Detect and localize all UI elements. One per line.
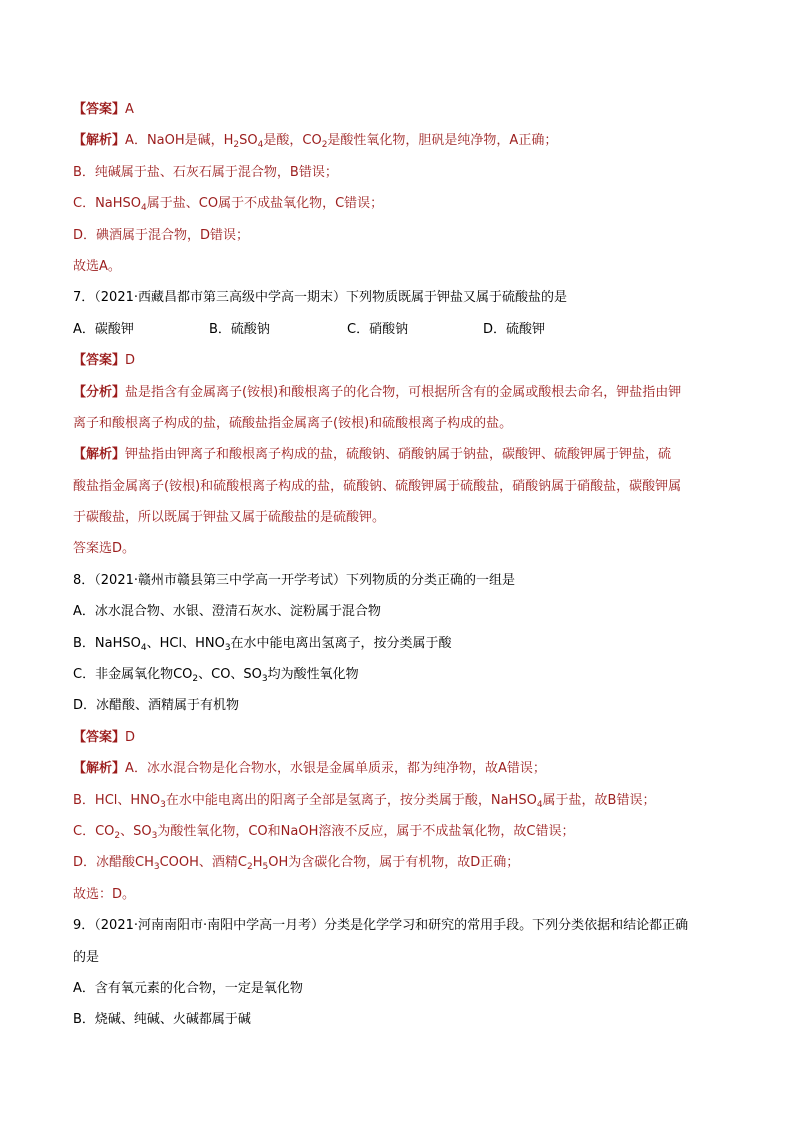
q7-explanation-1: 【解析】钾盐指由钾离子和酸根离子构成的盐，硫酸钠、硝酸钠属于钠盐，碳酸钾、硫酸钾属于钾盐，硫 bbox=[73, 447, 672, 463]
answer-tag: 【答案】 bbox=[73, 729, 126, 745]
q8-option-b: B．NaHSO$_4$、HCl、$HNO_3$在水中能电离出氢离子，按分类属于酸 bbox=[73, 635, 452, 653]
q7-option-c: C．硝酸钠 bbox=[347, 321, 409, 337]
q8-explanation-a: 【解析】A．冰水混合物是化合物水，水银是金属单质汞，都为纯净物，故A错误； bbox=[73, 761, 546, 777]
q8-stem: 8．（2021·赣州市赣县第三中学高一开学考试）下列物质的分类正确的一组是 bbox=[73, 572, 515, 588]
answer-tag: 【答案】 bbox=[73, 102, 126, 117]
explanation-tag: 【解析】 bbox=[73, 447, 126, 463]
q6-answer-line bbox=[73, 101, 733, 119]
explanation-tag: 【解析】 bbox=[73, 761, 126, 777]
q8-explanation-b: B．HCl、$HNO_3$在水中能电离出的阳离子全部是氢离子，按分类属于酸，NaHSO$_4$属于盐，故B错误； bbox=[73, 792, 656, 810]
explanation-tag: 【解析】 bbox=[73, 133, 126, 149]
q7-stem: 7．（2021·西藏昌都市第三高级中学高一期末）下列物质既属于钾盐又属于硫酸盐的是 bbox=[73, 290, 567, 306]
q9-option-b: B．烧碱、纯碱、火碱都属于碱 bbox=[73, 1012, 251, 1028]
q9-stem-1: 9．（2021·河南南阳市·南阳中学高一月考）分类是化学学习和研究的常用手段。下列分类依据和结论都正确 bbox=[73, 918, 689, 934]
q7-options bbox=[73, 321, 733, 339]
q6-conclusion: 故选A。 bbox=[73, 258, 121, 274]
q6-explanation-d: D．碘酒属于混合物，D错误； bbox=[73, 227, 250, 243]
q7-option-d: D．硫酸钾 bbox=[483, 321, 546, 337]
q8-conclusion: 故选：D。 bbox=[73, 886, 136, 902]
q7-conclusion: 答案选D。 bbox=[73, 541, 136, 557]
q8-option-c: C．非金属氧化物$CO_2$、CO、$SO_3$均为酸性氧化物 bbox=[73, 667, 359, 685]
q6-explanation-b: B．纯碱属于盐、石灰石属于混合物，B错误； bbox=[73, 164, 338, 180]
q8-answer: D bbox=[125, 729, 136, 745]
q9-option-a: A．含有氧元素的化合物，一定是氧化物 bbox=[73, 980, 303, 996]
q7-analysis-1: 【分析】盐是指含有金属离子(铵根)和酸根离子的化合物，可根据所含有的金属或酸根去命名，钾盐指由钾 bbox=[73, 384, 682, 400]
q7-explanation-3: 于碳酸盐，所以既属于钾盐又属于硫酸盐的是硫酸钾。 bbox=[73, 510, 386, 526]
q8-option-a: A．冰水混合物、水银、澄清石灰水、淀粉属于混合物 bbox=[73, 604, 381, 620]
q7-answer: D bbox=[125, 353, 136, 369]
q7-analysis-2: 离子和酸根离子构成的盐，硫酸盐指金属离子(铵根)和硫酸根离子构成的盐。 bbox=[73, 415, 513, 431]
q6-answer: A bbox=[125, 102, 134, 117]
document-content bbox=[73, 101, 733, 1043]
q8-explanation-c: C．$CO_2$、$SO_3$为酸性氧化物，CO和NaOH溶液不反应，属于不成盐氧化物，故C错误； bbox=[73, 823, 575, 841]
q6-explanation-a: 【解析】A．NaOH是碱，$H_2SO_4$是酸，$CO_2$是酸性氧化物，胆矾是纯净物，A正确； bbox=[73, 133, 558, 151]
q9-stem-2: 的是 bbox=[73, 949, 100, 965]
q6-explanation-c: C．NaHSO$_4$属于盐、CO属于不成盐氧化物，C错误； bbox=[73, 196, 384, 214]
q7-answer-line bbox=[73, 352, 733, 370]
q7-option-a: A．碳酸钾 bbox=[73, 321, 134, 337]
q8-answer-line bbox=[73, 729, 733, 747]
analysis-tag: 【分析】 bbox=[73, 384, 126, 400]
q7-explanation-2: 酸盐指金属离子(铵根)和硫酸根离子构成的盐，硫酸钠、硫酸钾属于硫酸盐，硝酸钠属于硝酸盐，碳酸钾属 bbox=[73, 478, 682, 494]
q8-option-d: D．冰醋酸、酒精属于有机物 bbox=[73, 698, 240, 714]
q8-explanation-d: D．冰醋酸$CH_3COOH$、酒精$C_2H_5OH$为含碳化合物，属于有机物，故D正确； bbox=[73, 855, 520, 873]
q7-option-b: B．硫酸钠 bbox=[209, 321, 270, 337]
answer-tag: 【答案】 bbox=[73, 353, 126, 369]
